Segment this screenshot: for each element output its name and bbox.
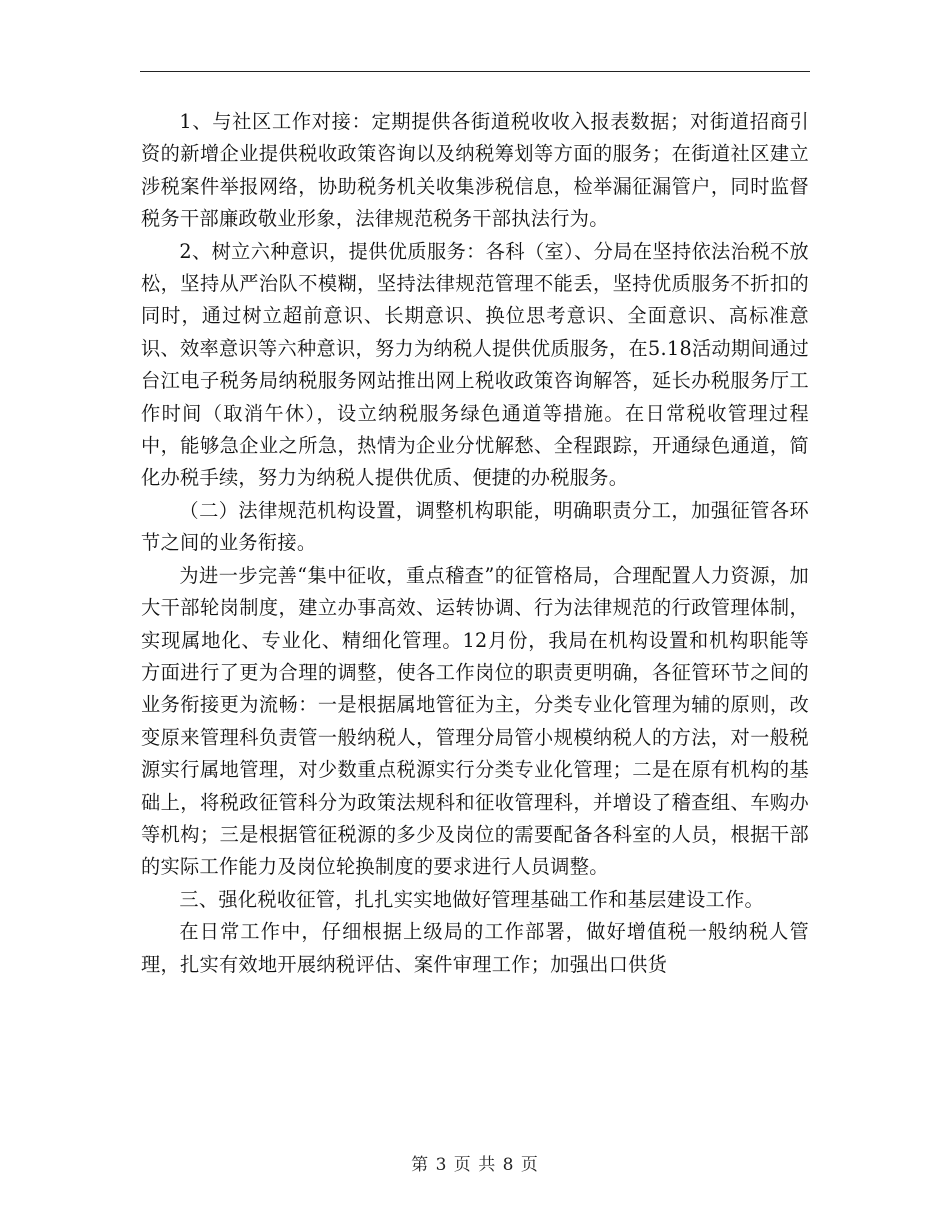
paragraph: 2、树立六种意识，提供优质服务：各科（室）、分局在坚持依法治税不放松，坚持从严治队不模糊，坚持法律规范管理不能丢，坚持优质服务不折扣的同时，通过树立超前意识、长期意识、换位思考意识、全面意识、高标准意识、效率意识等六种意识，努力为纳税人提供优质服务，在5.18活动期间通过台江电子税务局纳税服务网站推出网上税收政策咨询解答，延长办税服务厅工作时间（取消午休），设立纳税服务绿色通道等措施。在日常税收管理过程中，能够急企业之所急，热情为企业分忧解愁、全程跟踪，开通绿色通道，简化办税手续，努力为纳税人提供优质、便捷的办税服务。 xyxy=(141,239,809,490)
paragraph: 1、与社区工作对接：定期提供各街道税收收入报表数据；对街道招商引资的新增企业提供税收政策咨询以及纳税筹划等方面的服务；在街道社区建立涉税案件举报网络，协助税务机关收集涉税信息，检举漏征漏管户，同时监督税务干部廉政敬业形象，法律规范税务干部执法行为。 xyxy=(141,110,809,231)
paragraph: 在日常工作中，仔细根据上级局的工作部署，做好增值税一般纳税人管理，扎实有效地开展纳税评估、案件审理工作；加强出口供货 xyxy=(141,920,809,976)
page-number-footer: 第 3 页 共 8 页 xyxy=(411,1155,539,1175)
paragraph: 三、强化税收征管，扎扎实实地做好管理基础工作和基层建设工作。 xyxy=(179,887,765,911)
document-body xyxy=(141,106,809,981)
paragraph: 为进一步完善“集中征收，重点稽查”的征管格局，合理配置人力资源，加大干部轮岗制度，建立办事高效、运转协调、行为法律规范的行政管理体制，实现属地化、专业化、精细化管理。12月份，我局在机构设置和机构职能等方面进行了更为合理的调整，使各工作岗位的职责更明确，各征管环节之间的业务衔接更为流畅：一是根据属地管征为主，分类专业化管理为辅的原则，改变原来管理科负责管一般纳税人，管理分局管小规模纳税人的方法，对一般税源实行属地管理，对少数重点税源实行分类专业化管理；二是在原有机构的基础上，将税政征管科分为政策法规科和征收管理科，并增设了稽查组、车购办等机构；三是根据管征税源的多少及岗位的需要配备各科室的人员，根据干部的实际工作能力及岗位轮换制度的要求进行人员调整。 xyxy=(141,563,809,879)
header-rule xyxy=(140,71,810,72)
paragraph: （二）法律规范机构设置，调整机构职能，明确职责分工，加强征管各环节之间的业务衔接。 xyxy=(141,498,809,555)
